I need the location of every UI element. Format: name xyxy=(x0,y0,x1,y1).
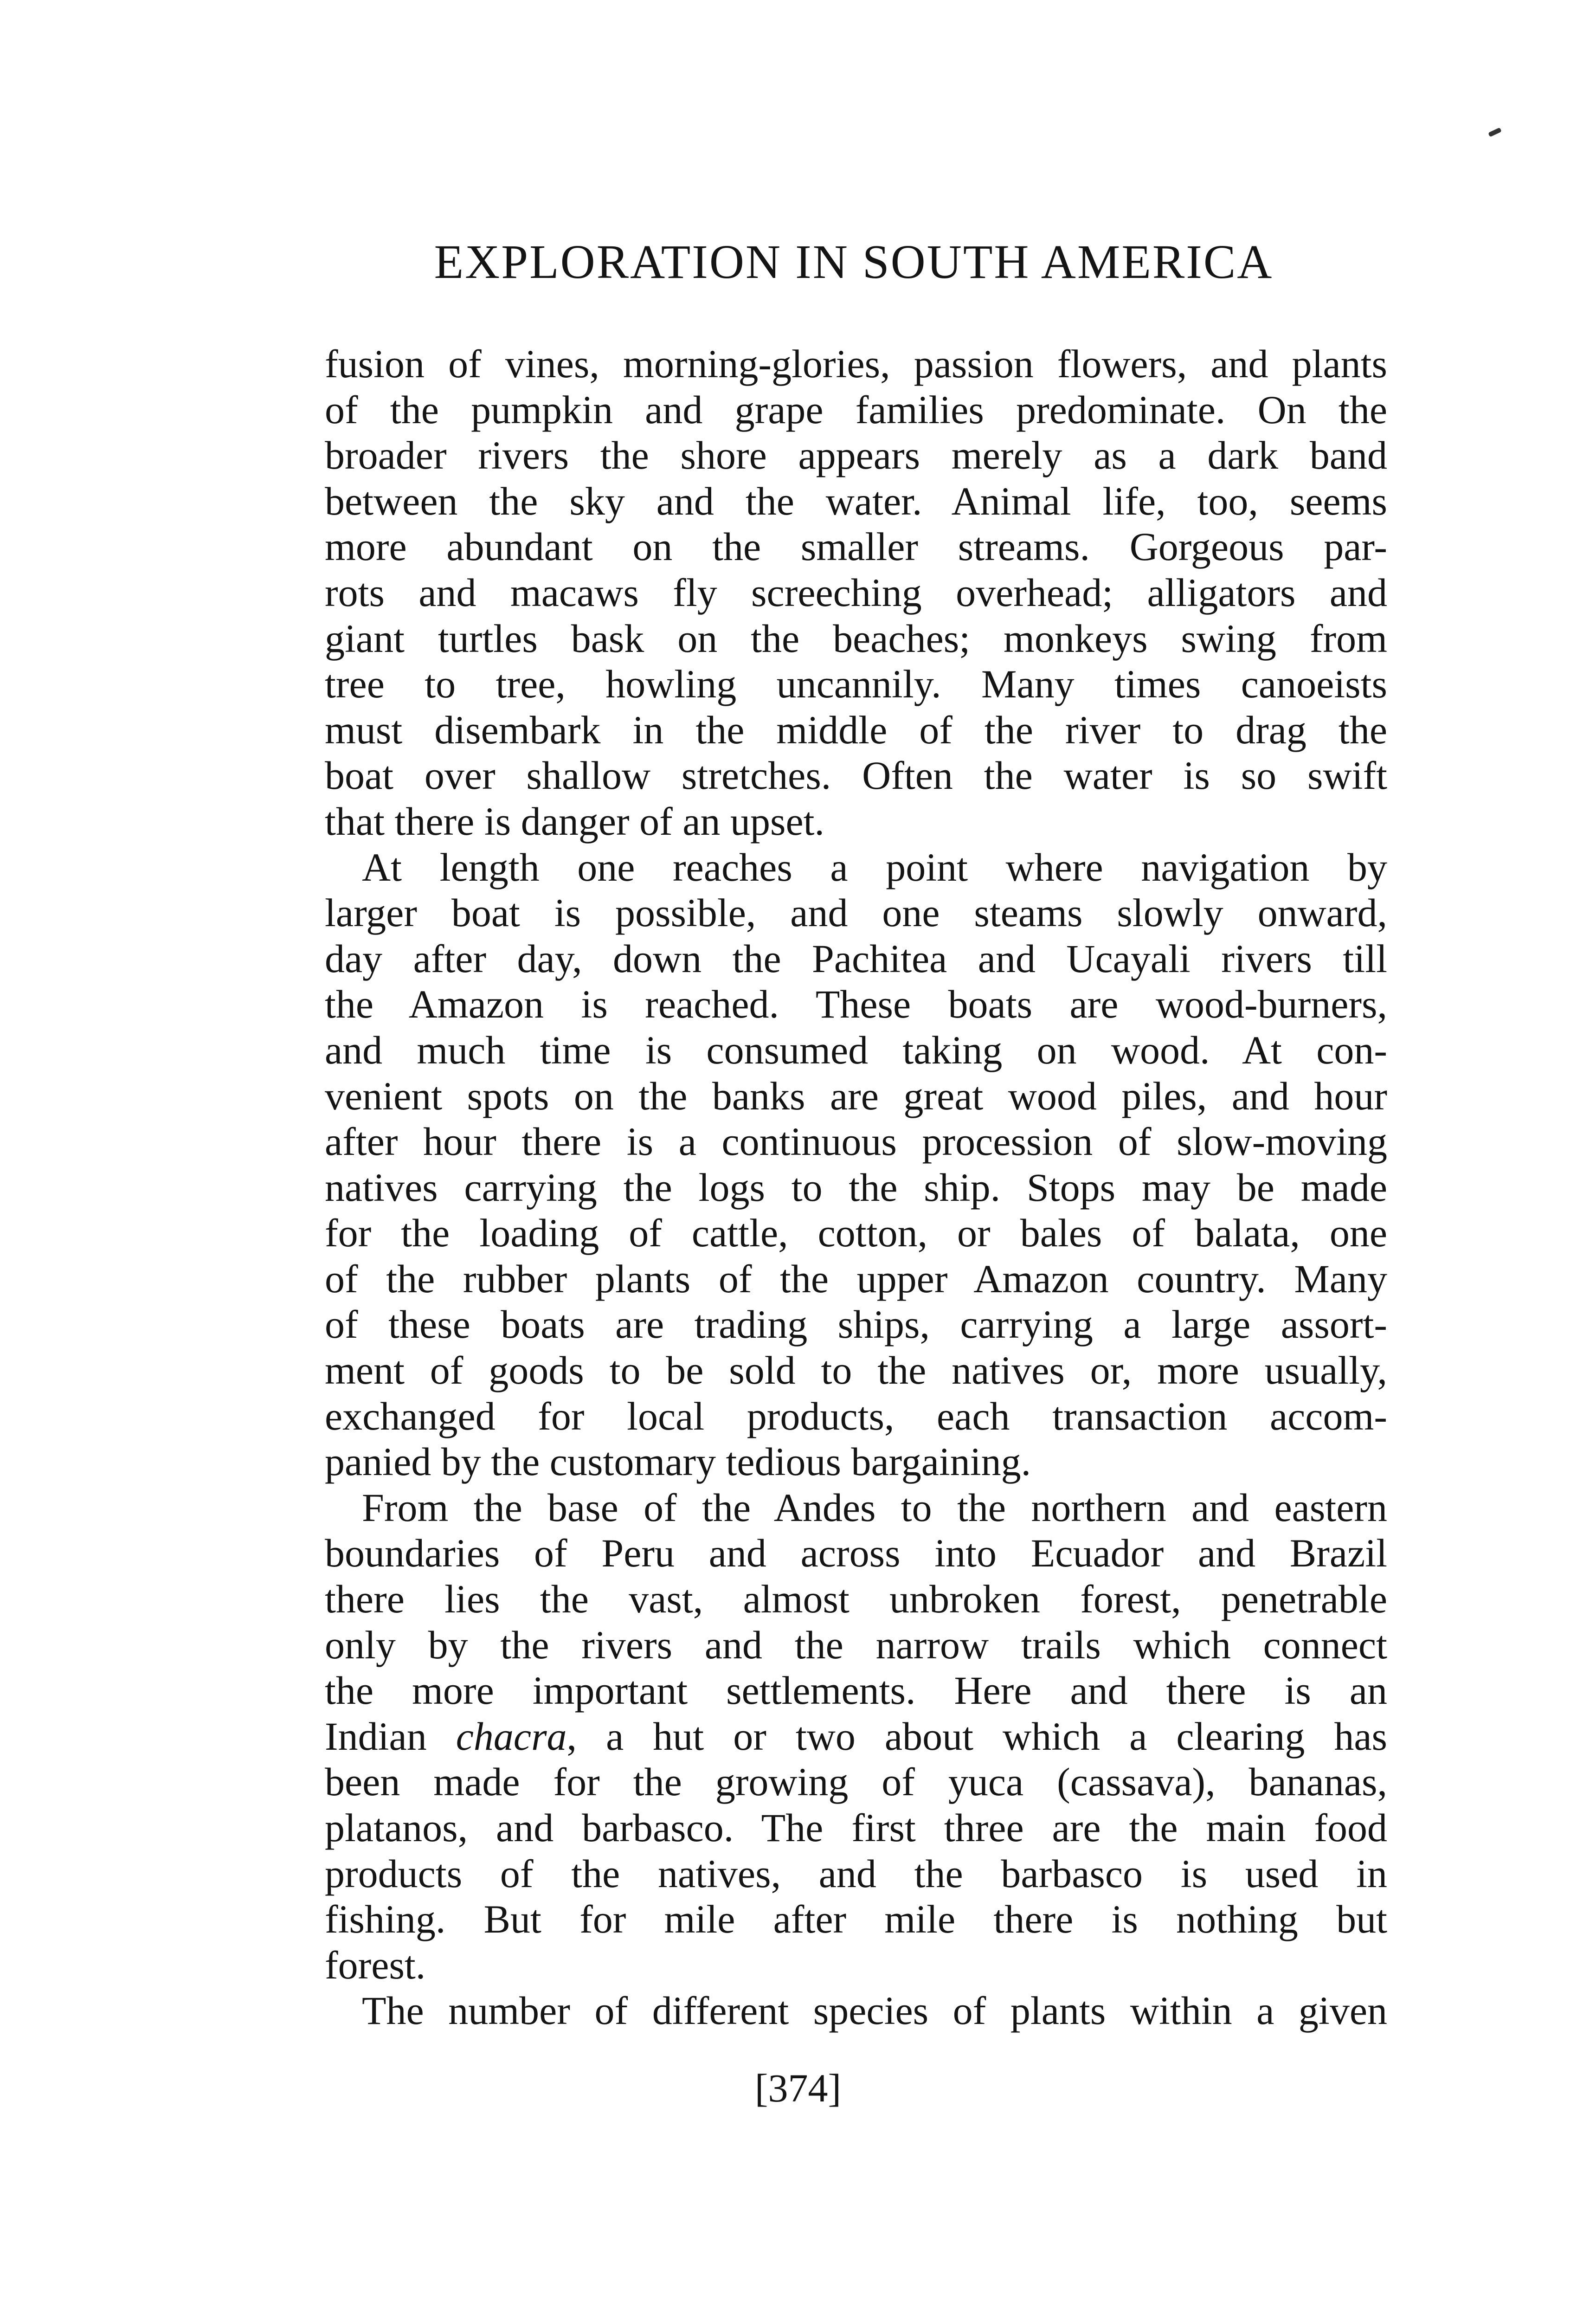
text-line: fishing. But for mile after mile there is nothing but xyxy=(325,1897,1387,1942)
text-line: and much time is consumed taking on wood. At con- xyxy=(325,1027,1387,1072)
text-line: tree to tree, howling uncannily. Many times canoeists xyxy=(325,662,1387,707)
text-line: products of the natives, and the barbasco is used in xyxy=(325,1851,1387,1896)
text-line: of these boats are trading ships, carrying a large assort- xyxy=(325,1302,1387,1347)
text-line: natives carrying the logs to the ship. Stops may be made xyxy=(325,1165,1387,1210)
text-line: for the loading of cattle, cotton, or bales of balata, one xyxy=(325,1211,1387,1256)
text-line: giant turtles bask on the beaches; monkeys swing from xyxy=(325,616,1387,661)
text-line-with-italic xyxy=(325,1714,1387,1759)
running-head: EXPLORATION IN SOUTH AMERICA xyxy=(434,235,1274,289)
text-line: of the pumpkin and grape families predominate. On the xyxy=(325,387,1387,432)
text-line: there lies the vast, almost unbroken forest, penetrable xyxy=(325,1577,1387,1622)
text-line: been made for the growing of yuca (cassava), bananas, xyxy=(325,1759,1387,1804)
text-line: between the sky and the water. Animal life, too, seems xyxy=(325,478,1387,523)
print-speck-mark xyxy=(1488,128,1502,137)
text-line: rots and macaws fly screeching overhead; alligators and xyxy=(325,570,1387,615)
text-line: only by the rivers and the narrow trails which connect xyxy=(325,1622,1387,1667)
text-line: boat over shallow stretches. Often the water is so swift xyxy=(325,753,1387,798)
body-text xyxy=(325,341,1387,2034)
text-line: the more important settlements. Here and there is an xyxy=(325,1668,1387,1713)
text-line: the Amazon is reached. These boats are wood-burners, xyxy=(325,982,1387,1027)
text-line: forest. xyxy=(325,1942,426,1987)
paragraph-first-line: At length one reaches a point where navigation by xyxy=(362,844,1387,889)
text-line: day after day, down the Pachitea and Ucayali rivers till xyxy=(325,936,1387,981)
page-number: [374] xyxy=(754,2066,842,2110)
text-line: must disembark in the middle of the river to drag the xyxy=(325,707,1387,752)
text-line: panied by the customary tedious bargaining. xyxy=(325,1439,1031,1484)
text-line: venient spots on the banks are great wood piles, and hour xyxy=(325,1073,1387,1118)
italic-term-chacra: chacra xyxy=(456,1714,567,1759)
text-line: of the rubber plants of the upper Amazon country. Many xyxy=(325,1256,1387,1301)
paragraph-first-line: From the base of the Andes to the northern and eastern xyxy=(362,1485,1387,1530)
text-fragment: Indian xyxy=(325,1714,427,1759)
text-line: more abundant on the smaller streams. Gorgeous par- xyxy=(325,524,1387,569)
text-line: exchanged for local products, each transaction accom- xyxy=(325,1393,1387,1438)
text-line: larger boat is possible, and one steams slowly onward, xyxy=(325,890,1387,935)
text-line: ment of goods to be sold to the natives or, more usually, xyxy=(325,1348,1387,1393)
text-fragment: , a hut or two about which a clearing has xyxy=(566,1714,1388,1759)
text-line: after hour there is a continuous procession of slow-moving xyxy=(325,1119,1387,1164)
text-line: boundaries of Peru and across into Ecuador and Brazil xyxy=(325,1531,1387,1576)
text-line: that there is danger of an upset. xyxy=(325,799,825,844)
text-line: broader rivers the shore appears merely as a dark band xyxy=(325,433,1387,478)
paragraph-first-line: The number of different species of plants within a given xyxy=(362,1988,1387,2033)
text-line: platanos, and barbasco. The first three are the main food xyxy=(325,1805,1387,1850)
text-line: fusion of vines, morning-glories, passion flowers, and plants xyxy=(325,342,1387,386)
